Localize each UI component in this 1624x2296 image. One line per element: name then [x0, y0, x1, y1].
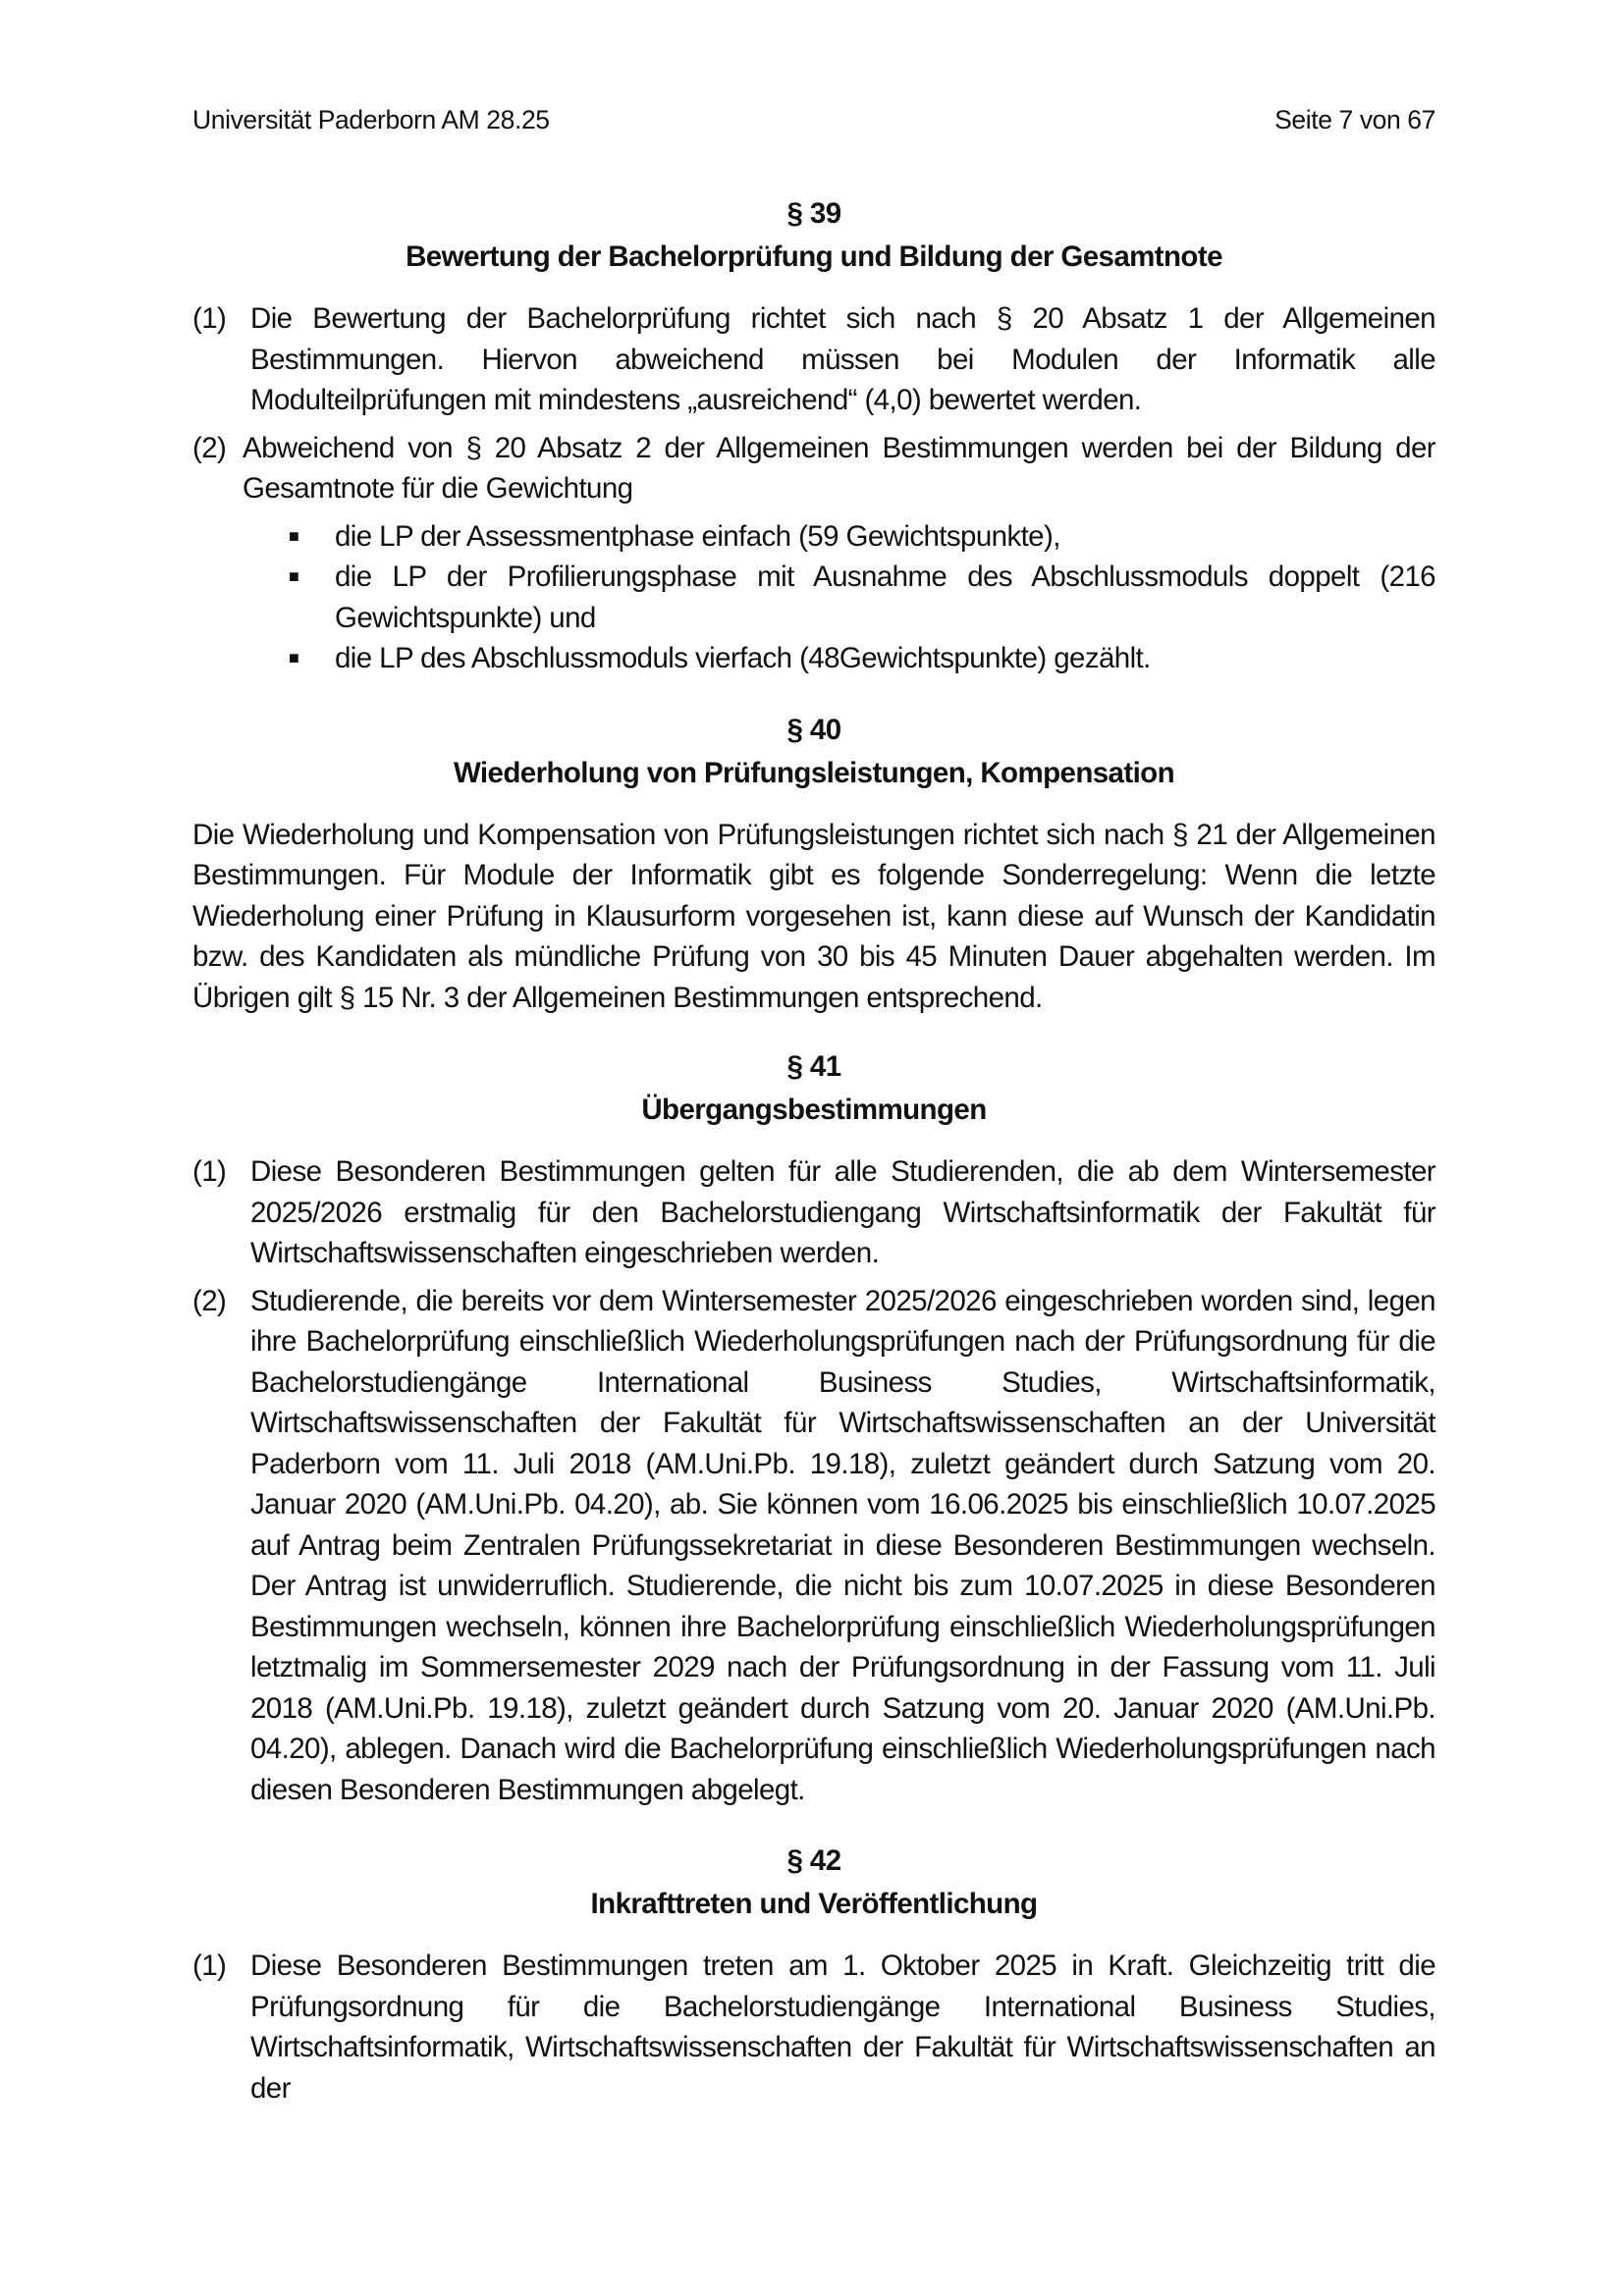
section-number: § 39 [786, 197, 841, 230]
paragraph-text: Abweichend von § 20 Absatz 2 der Allgemeinen Bestimmungen werden bei der Bildung der Gesamtnote für die Gewichtung [243, 431, 1435, 505]
section-text: Die Wiederholung und Kompensation von Prüfungsleistungen richtet sich nach § 21 der Allgemeinen Bestimmungen. Für Module der Informatik gibt es folgende Sonderregelung: Wenn die letzte Wiederholung einer Prüfung in Klausurform vorgesehen ist, kann diese auf Wunsch der Kandidatin bzw. des Kandidaten als mündliche Prüfung von 30 bis 45 Minuten Dauer abgehalten werden. Im Übrigen gilt § 15 Nr. 3 der Allgemeinen Bestimmungen entsprechend. [192, 818, 1435, 1014]
section-40 [192, 709, 1435, 1019]
weighting-list [192, 516, 1435, 679]
paragraph [192, 1281, 1435, 1811]
list-item [289, 557, 1435, 638]
paragraph-text: Diese Besonderen Bestimmungen treten am 1. Oktober 2025 in Kraft. Gleichzeitig tritt die Prüfungsordnung für die Bachelorstudiengänge International Business Studies, Wirtschaftsinformatik, Wirtschaftswissenschaften der Fakultät für Wirtschaftswissenschaften an der [250, 1949, 1435, 2105]
section-39 [192, 192, 1435, 679]
paragraph [192, 298, 1435, 421]
section-41 [192, 1045, 1435, 1810]
section-number: § 42 [786, 1844, 841, 1877]
paragraph-number: (1) [192, 1949, 227, 1982]
document-page [192, 102, 1435, 2115]
bullet-square-icon: ■ [289, 525, 299, 546]
list-item-text: die LP der Assessmentphase einfach (59 Gewichtspunkte), [335, 519, 1060, 553]
paragraph-number: (2) [192, 1284, 227, 1317]
page-header [192, 102, 1435, 137]
list-item [289, 516, 1435, 558]
header-document-id: Universität Paderborn AM 28.25 [192, 105, 550, 134]
paragraph-number: (1) [192, 1155, 227, 1188]
paragraph [192, 1946, 1435, 2109]
section-title: Inkrafttreten und Veröffentlichung [590, 1888, 1038, 1920]
list-item-text: die LP der Profilierungsphase mit Ausnahme des Abschlussmoduls doppelt (216 Gewichtspunkte) und [335, 561, 1435, 634]
list-item-text: die LP des Abschlussmoduls vierfach (48Gewichtspunkte) gezählt. [335, 642, 1151, 674]
section-42 [192, 1840, 1435, 2109]
bullet-square-icon: ■ [289, 566, 299, 586]
bullet-square-icon: ■ [289, 648, 299, 667]
paragraph-text: Diese Besonderen Bestimmungen gelten für alle Studierenden, die ab dem Wintersemester 2025/2026 erstmalig für den Bachelorstudiengang Wirtschaftsinformatik der Fakultät für Wirtschaftswissenschaften eingeschrieben werden. [250, 1155, 1435, 1269]
paragraph-text: Studierende, die bereits vor dem Wintersemester 2025/2026 eingeschrieben worden sind, legen ihre Bachelorprüfung einschließlich Wiederholungsprüfungen nach der Prüfungsordnung für die Bachelorstudiengänge International Business Studies, Wirtschaftsinformatik, Wirtschaftswissenschaften der Fakultät für Wirtschaftswissenschaften an der Universität Paderborn vom 11. Juli 2018 (AM.Uni.Pb. 19.18), zuletzt geändert durch Satzung vom 20. Januar 2020 (AM.Uni.Pb. 04.20), ab. Sie können vom 16.06.2025 bis einschließlich 10.07.2025 auf Antrag beim Zentralen Prüfungssekretariat in diese Besonderen Bestimmungen wechseln. Der Antrag ist unwiderruflich. Studierende, die nicht bis zum 10.07.2025 in diese Besonderen Bestimmungen wechseln, können ihre Bachelorprüfung einschließlich Wiederholungsprüfungen letztmalig im Sommersemester 2029 nach der Prüfungsordnung in der Fassung vom 11. Juli 2018 (AM.Uni.Pb. 19.18), zuletzt geändert durch Satzung vom 20. Januar 2020 (AM.Uni.Pb. 04.20), ablegen. Danach wird die Bachelorprüfung einschließlich Wiederholungsprüfungen nach diesen Besonderen Bestimmungen abgelegt. [250, 1284, 1435, 1806]
section-title: Übergangsbestimmungen [641, 1094, 987, 1126]
section-title: Wiederholung von Prüfungsleistungen, Kompensation [453, 756, 1175, 789]
paragraph-text: Die Bewertung der Bachelorprüfung richtet sich nach § 20 Absatz 1 der Allgemeinen Bestimmungen. Hiervon abweichend müssen bei Modulen der Informatik alle Modulteilprüfungen mit mindestens „ausreichend“ (4,0) bewertet werden. [250, 302, 1435, 416]
section-title: Bewertung der Bachelorprüfung und Bildung der Gesamtnote [406, 240, 1222, 273]
section-number: § 40 [786, 713, 841, 746]
list-item [289, 638, 1435, 679]
header-page-number: Seite 7 von 67 [1274, 105, 1435, 134]
section-number: § 41 [786, 1050, 841, 1083]
paragraph-number: (1) [192, 302, 227, 335]
paragraph [192, 1151, 1435, 1274]
paragraph [192, 428, 1435, 509]
paragraph-number: (2) [192, 431, 227, 464]
